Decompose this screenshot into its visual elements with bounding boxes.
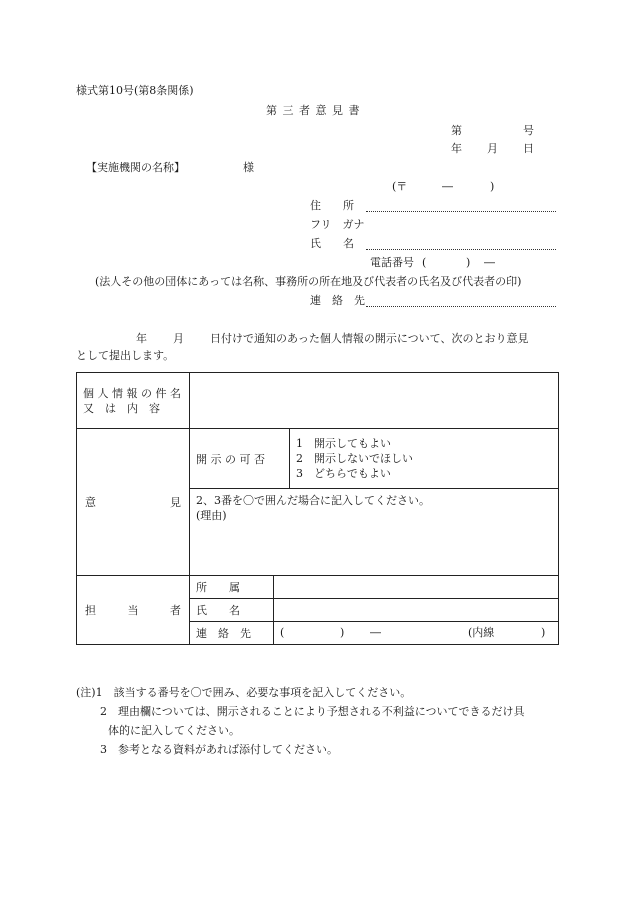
- subject-label-line2: 又 は 内 容: [83, 401, 160, 415]
- address-field[interactable]: [366, 211, 556, 212]
- note-2-line1: 2 理由欄については、開示されることにより予想される不利益についてできるだけ具: [100, 705, 525, 718]
- postal-open: (〒: [392, 180, 408, 193]
- corporation-note: (法人その他の団体にあっては名称、事務所の所在地及び代表者の氏名及び代表者の印): [95, 275, 522, 288]
- person-contact-input-cell[interactable]: [274, 622, 559, 645]
- subject-label-cell: [77, 373, 190, 429]
- doc-number-suffix: 号: [523, 124, 534, 137]
- disclosure-label-cell: [190, 429, 290, 489]
- opinion-label-left: 意: [85, 496, 96, 509]
- phone-close: ): [466, 256, 471, 269]
- option-3[interactable]: 3 どちらでもよい: [296, 467, 391, 480]
- postal-dash: ―: [442, 180, 453, 193]
- person-label-1: 担: [85, 604, 96, 617]
- reason-instruction: 2、3番を〇で囲んだ場合に記入してください。: [196, 494, 430, 507]
- phone-open: (: [422, 256, 427, 269]
- person-label-2: 当: [127, 604, 139, 617]
- disclosure-row: [77, 429, 559, 489]
- intro-text-line1: 日付けで通知のあった個人情報の開示について、次のとおり意見: [210, 332, 529, 345]
- note-1: (注)1 該当する番号を〇で囲み、必要な事項を記入してください。: [76, 686, 412, 699]
- department-label: 所 属: [196, 581, 240, 594]
- phone-dash: ―: [484, 256, 495, 269]
- subject-row: [77, 373, 559, 429]
- honorific: 様: [243, 161, 254, 174]
- person-name-input-cell[interactable]: [274, 599, 559, 622]
- doc-number-prefix: 第: [451, 124, 462, 137]
- note-3: 3 参考となる資料があれば添付してください。: [100, 743, 338, 756]
- contact-dash: ―: [370, 626, 381, 639]
- department-label-cell: [190, 576, 274, 599]
- reason-cell[interactable]: [190, 489, 559, 576]
- opinion-label-cell: [77, 429, 190, 576]
- person-contact-label-cell: [190, 622, 274, 645]
- disclosure-label: 開 示 の 可 否: [196, 452, 265, 466]
- date-month-label: 月: [487, 142, 498, 155]
- disclosure-options-cell[interactable]: [290, 429, 559, 489]
- extension-open: (内線: [468, 626, 495, 639]
- name-label: 氏 名: [310, 237, 354, 250]
- date-day-label: 日: [523, 142, 534, 155]
- postal-close: ): [490, 180, 495, 193]
- opinion-label-right: 見: [170, 496, 181, 509]
- person-contact-label: 連 絡 先: [196, 627, 251, 640]
- opinion-table: [76, 372, 559, 645]
- person-name-label: 氏 名: [196, 604, 240, 617]
- intro-text-line2: として提出します。: [76, 349, 175, 362]
- subject-label-line1: 個 人 情 報 の 件 名: [83, 386, 181, 400]
- contact-label: 連 絡 先: [310, 294, 365, 307]
- furigana-label: フリ ガナ: [310, 218, 365, 231]
- option-1[interactable]: 1 開示してもよい: [296, 437, 391, 450]
- addressee-label: 【実施機関の名称】: [86, 161, 185, 174]
- intro-month: 月: [173, 332, 184, 345]
- option-2[interactable]: 2 開示しないでほしい: [296, 452, 413, 465]
- intro-year: 年: [136, 332, 147, 345]
- person-label-3: 者: [170, 604, 181, 617]
- reason-label: (理由): [196, 509, 227, 522]
- name-field[interactable]: [366, 249, 556, 250]
- subject-input-cell[interactable]: [190, 373, 559, 429]
- department-input-cell[interactable]: [274, 576, 559, 599]
- contact-field[interactable]: [366, 306, 556, 307]
- form-number: 様式第10号(第8条関係): [76, 84, 194, 97]
- phone-label: 電話番号: [370, 256, 414, 269]
- address-label: 住 所: [310, 199, 354, 212]
- extension-close: ): [541, 626, 546, 639]
- date-year-label: 年: [451, 142, 462, 155]
- department-row: [77, 576, 559, 599]
- person-name-label-cell: [190, 599, 274, 622]
- page-title: 第 三 者 意 見 書: [266, 104, 361, 117]
- note-2-line2: 体的に記入してください。: [108, 724, 240, 737]
- person-label-cell: [77, 576, 190, 645]
- contact-open: (: [280, 626, 285, 639]
- contact-close: ): [340, 626, 345, 639]
